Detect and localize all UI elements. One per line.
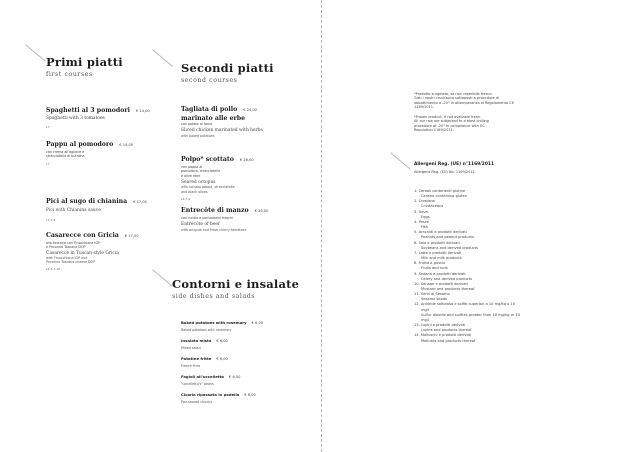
secondi-subtitle: second courses [181, 77, 238, 84]
decor-slash [152, 49, 173, 66]
allergen-item [414, 241, 520, 251]
dish-name: Casarecce con Gricia [46, 232, 119, 239]
side-price: € 6,00 [229, 375, 241, 379]
secondi-header [181, 61, 274, 84]
allergen-it: 4. Pesce [414, 219, 429, 224]
note-line: Tutti i nostri crudi sono sottoposti a procedure di [414, 96, 499, 101]
allergen-it: 1. Cereali contenenti glutine [414, 189, 466, 193]
dish-name: Tagliata di pollo [181, 106, 238, 113]
note-line: Regulation 1169/2011. [414, 127, 454, 132]
side-english: French fries [181, 364, 201, 368]
dish-english-detail: with baked potatoes [181, 133, 215, 138]
dish-desc: e olive nere [181, 173, 201, 178]
allergen-it: 9. Sedano e prodotti derivati [414, 271, 466, 276]
dish-price: € 24,00 [243, 108, 257, 112]
allergen-it: 2. Crostacei [414, 199, 436, 204]
secondi-title: Secondi piatti [181, 61, 274, 75]
allergen-en: Fruits and nuts [421, 266, 448, 271]
side-name: Insalata mista [181, 338, 212, 343]
dish-desc: con crema all'aglione e [46, 150, 85, 154]
allergen-en: Soybeans and derived products [421, 245, 478, 250]
allergen-item [414, 261, 520, 271]
dish-english-detail: with Finocchiona IGP and [46, 256, 88, 261]
allergen-it: 5. Arachidi e prodotti derivati [414, 230, 467, 235]
primi-title: Primi piatti [46, 55, 123, 69]
menu-item [46, 188, 147, 222]
side-item [181, 381, 256, 404]
dish-english: Casarecce in Tuscan-style Gricia [46, 250, 119, 256]
primi-subtitle: first courses [46, 71, 93, 78]
allergen-en: Peanuts and peanut products [421, 235, 474, 240]
frozen-note-en [414, 115, 489, 132]
allergen-it: 14. Molluschi e prodotti derivati [414, 333, 472, 338]
allergen-en: Sulfur dioxide and sulfites greater than 10 mg/kg or 10 [421, 312, 521, 317]
side-name: Cicoria ripassata in padella [181, 392, 240, 397]
dish-english: Pici with Chianina sauce [46, 208, 101, 213]
dish-english: Sliced chicken marinated with herbs [181, 128, 263, 134]
dish-desc: stracciatella di bufalina [46, 154, 85, 159]
allergen-code: L7 [46, 161, 50, 166]
note-line: *Frozen product, if not available fresh. [414, 115, 481, 119]
allergen-en: Sesame seeds [421, 297, 447, 302]
note-line: *Prodotto surgelato, se non reperibile fresco. [414, 92, 493, 96]
allergen-en: Eggs [421, 214, 430, 219]
allergen-code: L4,7,9 [181, 196, 191, 201]
dish-price: € 26,00 [254, 209, 269, 213]
side-english: Pan-seared chicory [181, 400, 213, 404]
decor-slash [152, 269, 173, 286]
dish-desc: con patate al forno [181, 122, 213, 126]
dish-english: Entrecôte of beef [181, 222, 220, 228]
allergen-item [414, 199, 520, 209]
dish-price: € 17,00 [133, 200, 147, 204]
dish-name: Pappu al pomodoro [46, 141, 114, 148]
allergen-item [414, 230, 520, 240]
side-english: Mixed salad [181, 346, 201, 350]
dish-desc: e Pecorino Toscano DOP [46, 245, 86, 250]
note-line: All our raw are subjected to a blast chilling [414, 119, 489, 124]
menu-item [181, 146, 254, 201]
dish-name-line2: marinato alle erbe [181, 115, 246, 122]
allergen-code: L1,7,9 [46, 217, 56, 222]
dish-english: Spaghetti with 3 tomatoes [46, 116, 105, 121]
allergen-item [414, 302, 520, 323]
allergen-item [414, 292, 520, 302]
dish-desc: con pappa al [181, 165, 203, 169]
note-line: procedure at -20° in compliance with EC [414, 123, 485, 128]
allergen-item [414, 323, 520, 333]
dish-english-detail: Pecorino Toscano cheese DOP [46, 260, 96, 265]
allergens-list [414, 189, 520, 344]
allergen-it: 3. Uova [414, 209, 428, 214]
allergen-item [414, 272, 520, 282]
allergen-item [414, 220, 520, 230]
contorni-subtitle: side dishes and salads [172, 293, 256, 300]
page-fold-divider [321, 0, 322, 452]
allergen-en: Crustaceans [421, 204, 444, 209]
allergen-code: L1,3,7,10 [46, 266, 61, 271]
primi-header [46, 55, 123, 78]
dish-name: Pici al sugo di chianina [46, 198, 128, 205]
decor-slash [390, 152, 411, 169]
dish-price: € 14,00 [135, 109, 150, 113]
allergens-title: Allergeni Reg. (UE) n°1169/2011 [414, 162, 495, 167]
allergen-item [414, 282, 520, 292]
allergen-it-cont: mg/l [421, 307, 429, 312]
allergen-it: 12. Anidride solforosa e solfiti superiori a 10 mg/kg o 10 [414, 302, 515, 307]
side-english: "uccelletto's" beans [181, 382, 214, 386]
dish-price: € 17,00 [124, 234, 139, 238]
allergen-en: Mustard and products thereof [421, 286, 475, 291]
allergen-item [414, 251, 520, 261]
allergen-en: Lupins and products thereof [421, 328, 472, 333]
dish-desc: con rucola e pomodorini freschi [181, 216, 234, 220]
allergen-it: 11. Semi di Sesamo [414, 292, 450, 297]
decor-slash [25, 44, 46, 61]
allergen-en: Mollusks and products thereof [421, 338, 476, 343]
menu-item [181, 197, 268, 232]
menu-item [46, 131, 133, 166]
allergen-it: 13. Lupini e prodotti derivati [414, 323, 466, 328]
allergen-item [414, 189, 520, 199]
allergen-it: 8. Frutta a guscio [414, 261, 446, 266]
side-price: € 6,00 [244, 393, 256, 397]
dish-price: € 26,00 [239, 158, 254, 162]
dish-desc: alla toscana con Finocchiona IGP [46, 241, 100, 245]
frozen-note-it [414, 92, 514, 109]
note-line: 1169/2011. [414, 104, 435, 109]
dish-english-detail: with tomato pappa, stracciatella [181, 185, 235, 190]
side-price: € 6,00 [216, 339, 228, 343]
allergen-en: Celery and derived products [421, 276, 473, 281]
side-price: € 6,00 [216, 357, 228, 361]
side-name: Baked potatoes with rosemary [181, 320, 247, 325]
side-price: € 6,00 [251, 321, 264, 325]
side-name: Fagioli all'uccelletto [181, 374, 225, 379]
allergen-it: 7. Latte e prodotti derivati [414, 250, 462, 255]
dish-price: € 14,00 [119, 143, 134, 147]
allergen-en: Fish [421, 225, 428, 230]
allergen-code: L7 [46, 124, 50, 129]
allergens-subtitle: Allergens Reg. (EU) No. 1169/2011 [414, 170, 475, 174]
side-english: Baked potatoes with rosemary [181, 328, 232, 332]
contorni-header [172, 277, 299, 300]
dish-name: Spaghetti al 3 pomodori [46, 107, 130, 114]
dish-english-detail: and black olives [181, 189, 208, 194]
allergen-it: 10. Senape e prodotti derivati [414, 281, 468, 286]
dish-name: Entrecôte di manzo [181, 207, 249, 214]
contorni-title: Contorni e insalate [172, 277, 300, 291]
allergen-it: 6. Soia e prodotti derivati [414, 240, 460, 245]
dish-english: Seared octopus [181, 179, 216, 185]
allergen-en: Milk and milk products [421, 256, 462, 261]
side-name: Patatine fritte [181, 356, 212, 361]
allergen-item [414, 210, 520, 220]
menu-item [46, 222, 139, 271]
allergen-en-cont: mg/l [421, 317, 429, 322]
dish-english-detail: with arugula and fresh cherry tomatoes [181, 227, 247, 232]
menu-item [181, 96, 263, 138]
allergens-header [414, 162, 494, 174]
allergen-en: Cereals containing gluten [421, 194, 468, 199]
note-line: abbattimento a -20° in ottemperanza al Regolamento CE [414, 100, 514, 105]
menu-item [46, 97, 150, 129]
allergen-item [414, 333, 520, 343]
dish-name: Polpo* scottato [181, 156, 234, 163]
dish-desc: pomodoro, stracciatella [181, 169, 220, 174]
